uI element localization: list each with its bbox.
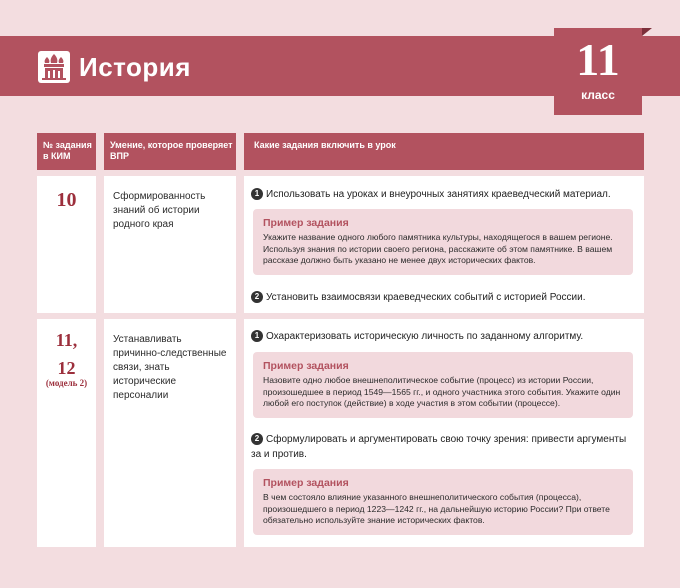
example-text: Укажите название одного любого памятника культуры, находящегося в вашем регионе. Используя знания по истории своего региона, расскажите об этом памятнике. В вашем рассказе должно быть указано не менее двух исторических фактов.: [263, 232, 613, 265]
step-2: [251, 290, 631, 305]
kremlin-church-icon: [38, 51, 70, 83]
task-number-note: (модель 2): [45, 378, 88, 388]
table-row-1-skill-cell: [104, 176, 236, 313]
step-1: [251, 329, 631, 344]
step-2: [251, 432, 631, 462]
step-number-badge: 1: [251, 330, 263, 342]
step-text: Использовать на уроках и внеурочных занятиях краеведческий материал.: [266, 189, 611, 200]
table-row-2-number-cell: [37, 319, 96, 547]
grade-badge: [554, 28, 642, 115]
step-text: Охарактеризовать историческую личность по заданному алгоритму.: [266, 331, 584, 342]
table-row-2-lesson-cell: [244, 319, 644, 547]
grade-label: класс: [581, 88, 615, 102]
example-text: Назовите одно любое внешнеполитическое событие (процесс) из истории России, произошедшее в период 1549—1565 гг., и одного участника этого события. Укажите один любой его поступок (действие) в ходе участия в этом событии (процессе).: [263, 375, 621, 408]
step-1: [251, 187, 631, 202]
column-header-lesson-tasks: Какие задания включить в урок: [244, 133, 644, 170]
step-number-badge: 2: [251, 433, 263, 445]
example-box: [253, 469, 633, 535]
example-text: В чем состояло влияние указанного внешнеполитического события (процесса), произошедшего в период 1223—1242 гг., на дальнейшую историю России? При ответе обязательно используйте знание исторических фактов.: [263, 492, 610, 525]
column-header-task-number: № задания в КИМ: [37, 133, 96, 170]
example-title: Пример задания: [263, 217, 349, 229]
skill-text: Устанавливать причинно-следственные связи, знать исторические персоналии: [113, 334, 227, 401]
table-row-2-skill-cell: [104, 319, 236, 547]
task-number: 11,: [55, 330, 78, 350]
step-number-badge: 1: [251, 188, 263, 200]
task-number: 10: [56, 189, 77, 211]
example-title: Пример задания: [263, 477, 349, 489]
table-row-1-number-cell: [37, 176, 96, 313]
column-header-skill: Умение, которое проверяет ВПР: [104, 133, 236, 170]
example-box: [253, 352, 633, 418]
badge-fold: [642, 28, 652, 36]
step-text: Сформулировать и аргументировать свою точку зрения: привести аргументы за и против.: [251, 434, 627, 460]
page-title: История: [79, 52, 191, 82]
grade-number: 11: [576, 34, 620, 85]
task-number-second: 12: [57, 358, 76, 378]
skill-text: Сформированность знаний об истории родного края: [113, 191, 206, 230]
step-number-badge: 2: [251, 291, 263, 303]
table-row-1-lesson-cell: [244, 176, 644, 313]
example-title: Пример задания: [263, 360, 349, 372]
example-box: [253, 209, 633, 275]
step-text: Установить взаимосвязи краеведческих событий с историей России.: [266, 292, 586, 303]
